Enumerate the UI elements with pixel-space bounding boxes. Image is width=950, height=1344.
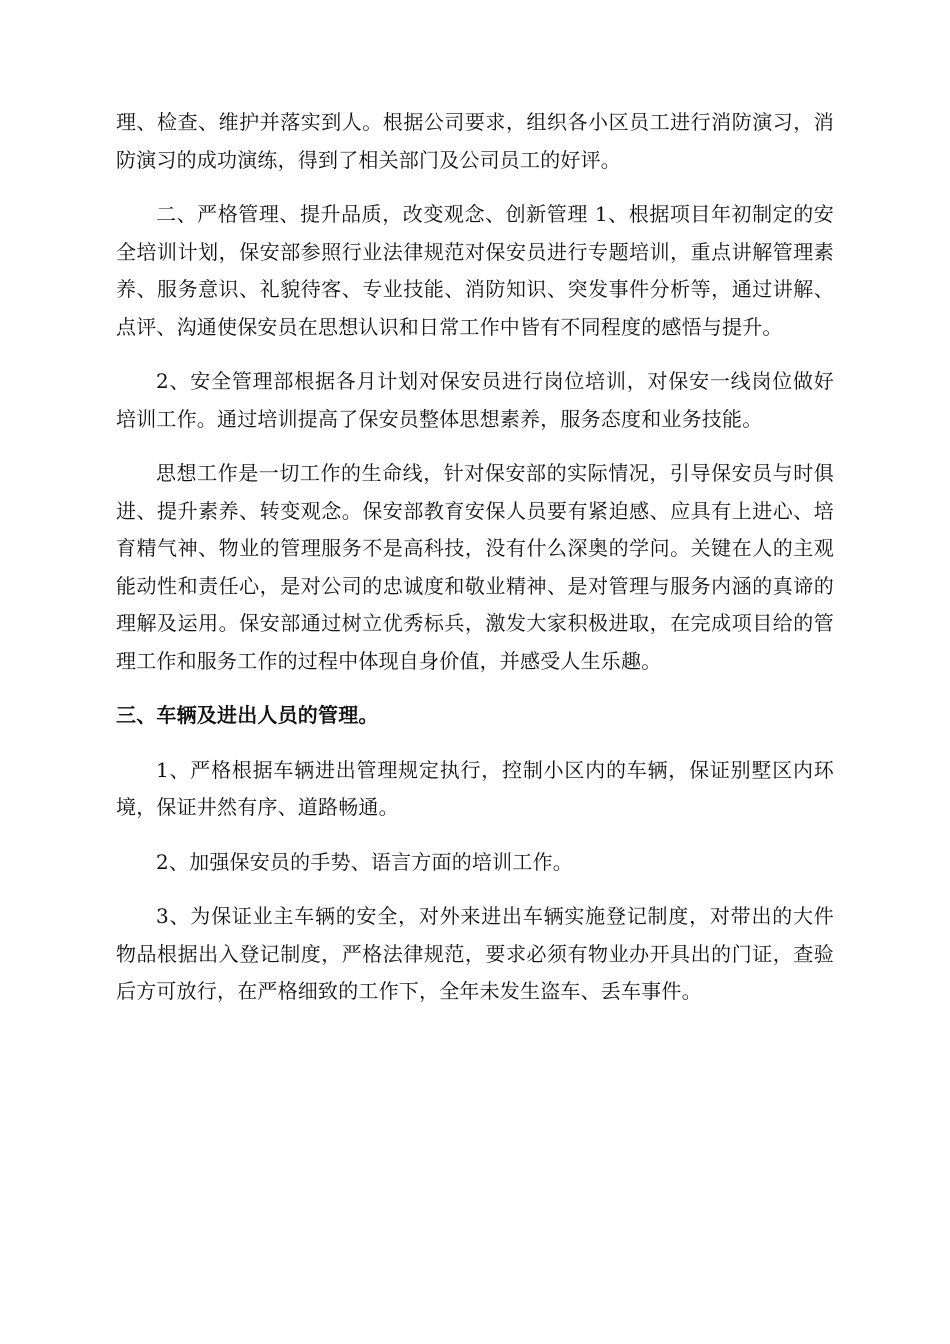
paragraph-4: 思想工作是一切工作的生命线，针对保安部的实际情况，引导保安员与时俱进、提升素养、转变观念。保安部教育安保人员要有紧迫感、应具有上进心、培育精气神、物业的管理服务不是高科技，没有什么深奥的学问。关键在人的主观能动性和责任心，是对公司的忠诚度和敬业精神、是对管理与服务内涵的真谛的理解及运用。保安部通过树立优秀标兵，激发大家积极进取，在完成项目给的管理工作和服务工作的过程中体现自身价值，并感受人生乐趣。 xyxy=(116,461,834,673)
paragraph-2: 二、严格管理、提升品质，改变观念、创新管理 1、根据项目年初制定的安全培训计划，保安部参照行业法律规范对保安员进行专题培训，重点讲解管理素养、服务意识、礼貌待客、专业技能、消防知识、突发事件分析等，通过讲解、点评、沟通使保安员在思想认识和日常工作中皆有不同程度的感悟与提升。 xyxy=(116,202,834,339)
paragraph-6: 2、加强保安员的手势、语言方面的培训工作。 xyxy=(156,849,573,874)
paragraph-5: 1、严格根据车辆进出管理规定执行，控制小区内的车辆，保证别墅区内环境，保证井然有序、道路畅通。 xyxy=(116,757,834,819)
section-heading: 三、车辆及进出人员的管理。 xyxy=(116,703,379,727)
paragraph-3: 2、安全管理部根据各月计划对保安员进行岗位培训，对保安一线岗位做好培训工作。通过培训提高了保安员整体思想素养，服务态度和业务技能。 xyxy=(116,369,834,431)
paragraph-7: 3、为保证业主车辆的安全，对外来进出车辆实施登记制度，对带出的大件物品根据出入登记制度，严格法律规范，要求必须有物业办开具出的门证，查验后方可放行，在严格细致的工作下，全年未发生盗车、丢车事件。 xyxy=(116,904,834,1003)
paragraph-1: 理、检查、维护并落实到人。根据公司要求，组织各小区员工进行消防演习，消防演习的成功演练，得到了相关部门及公司员工的好评。 xyxy=(116,110,834,172)
document-body xyxy=(116,104,834,1028)
